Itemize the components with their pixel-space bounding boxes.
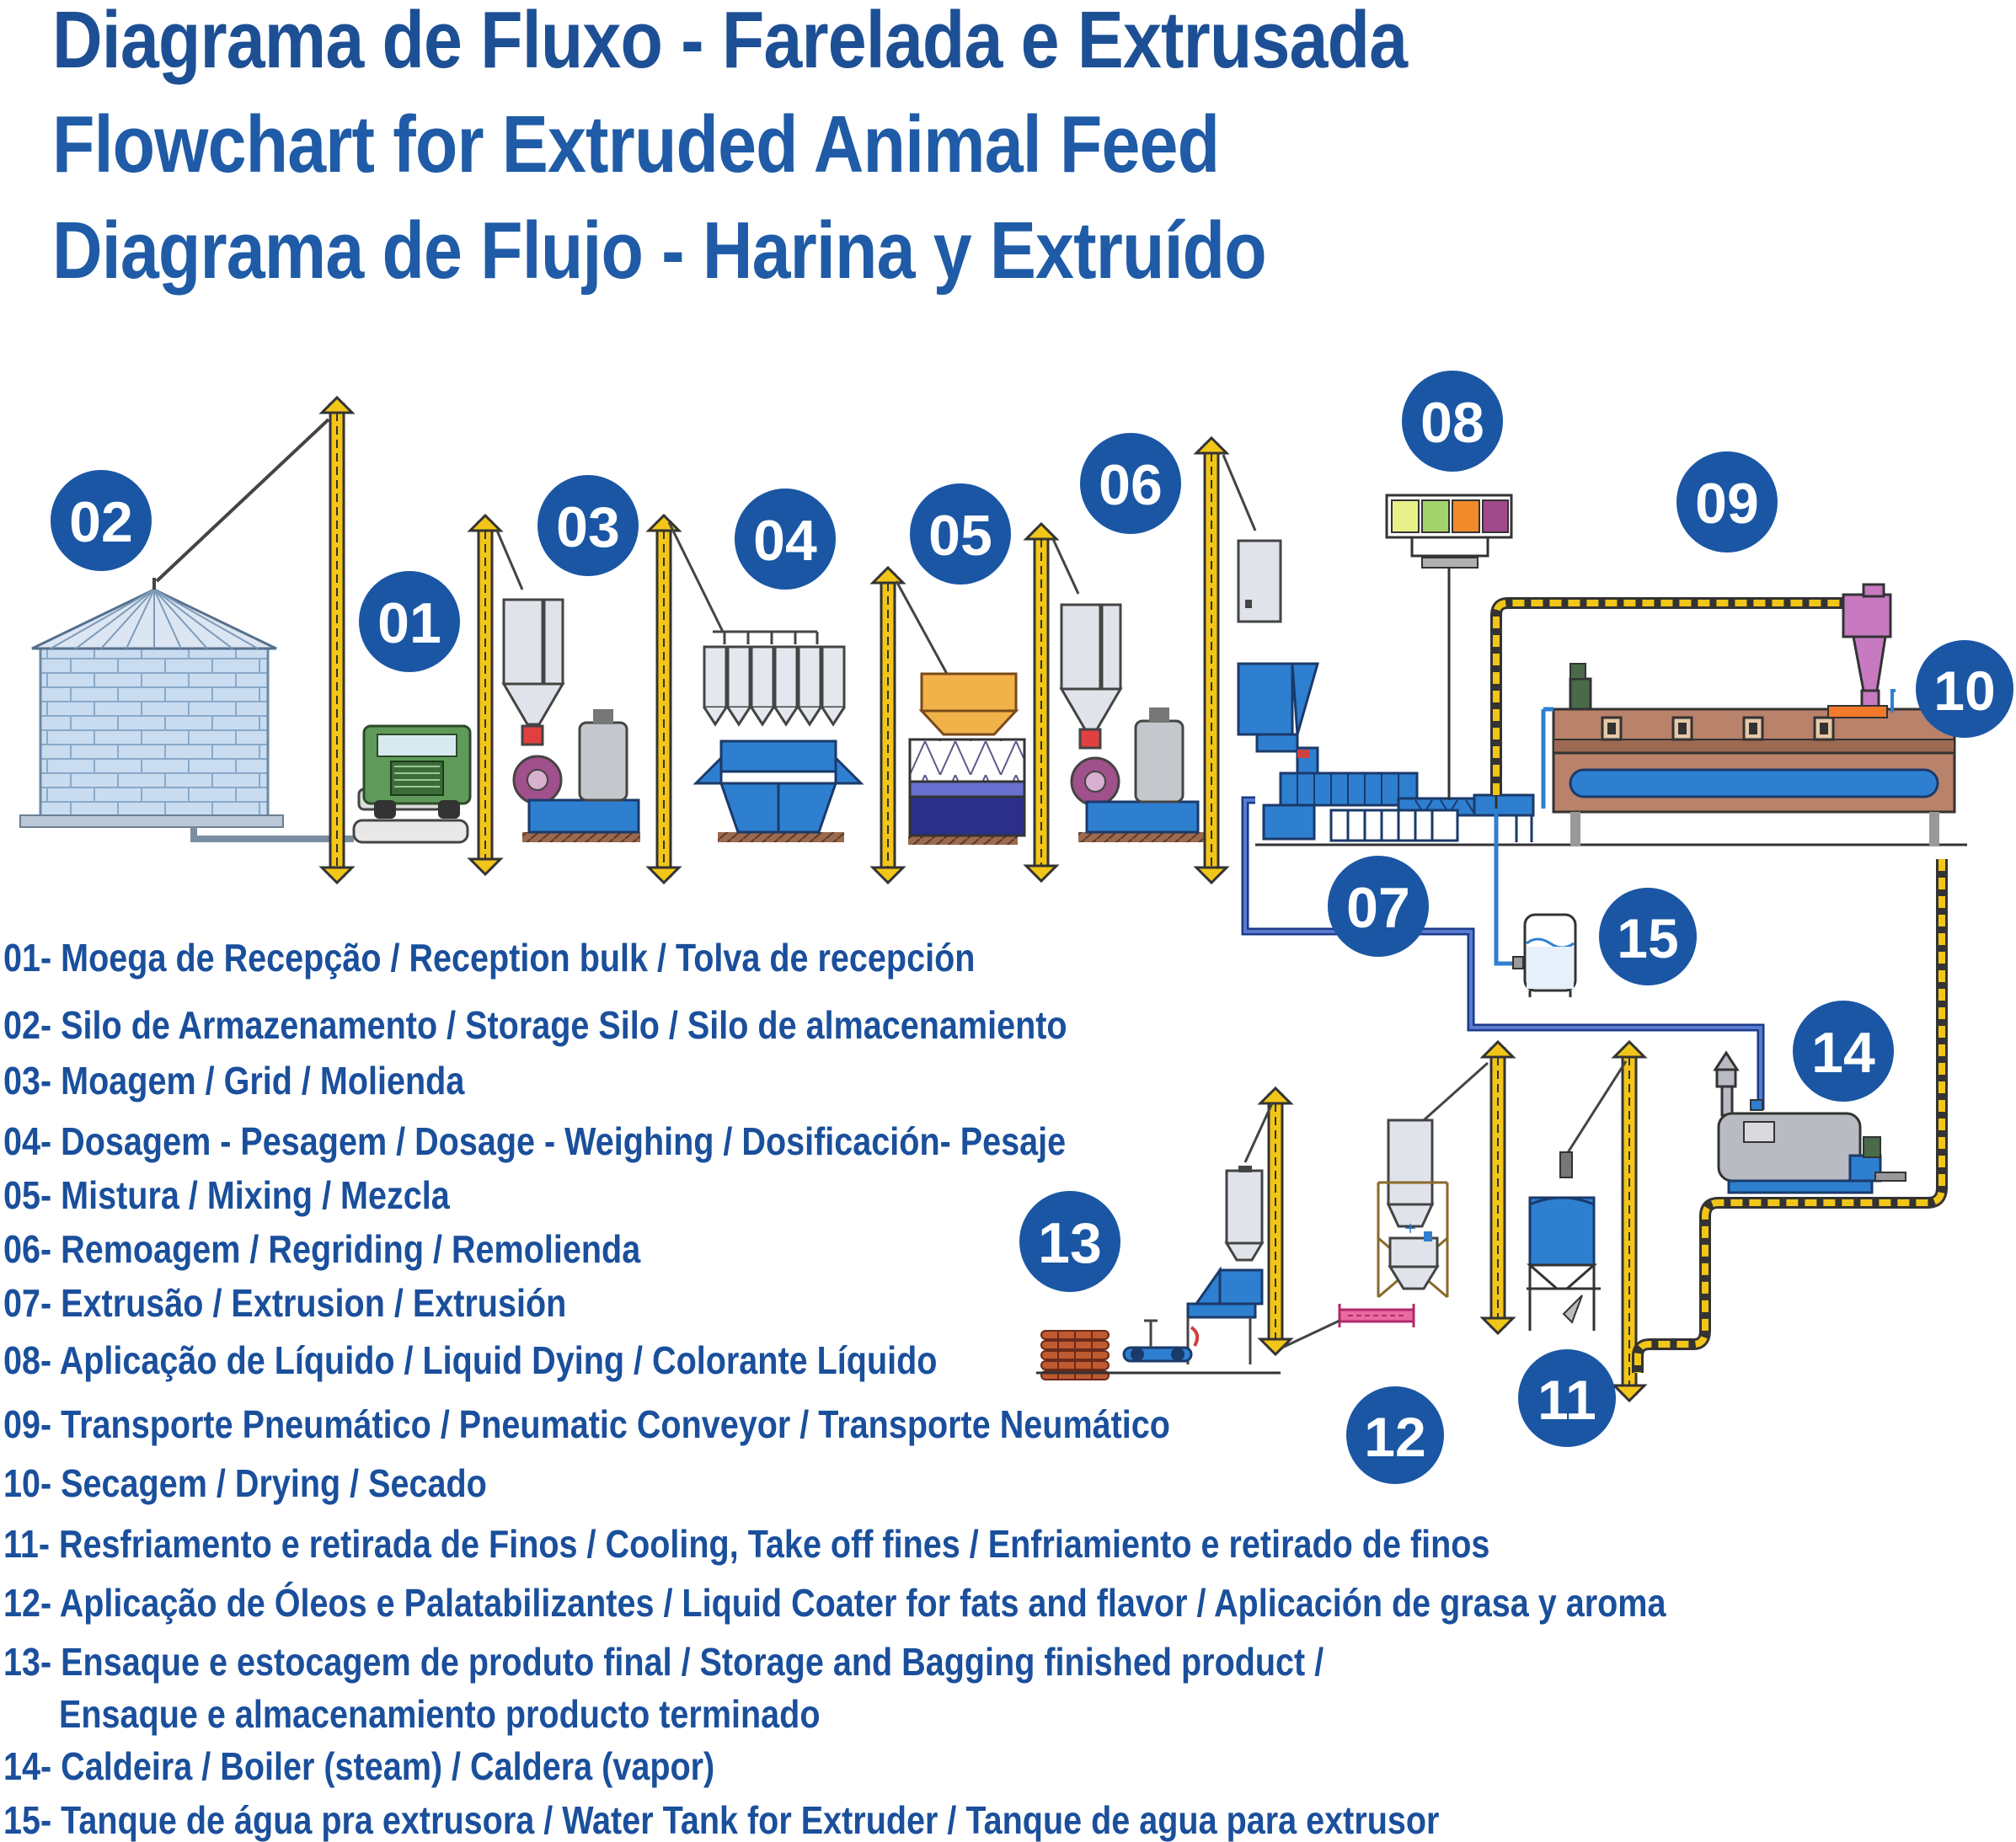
grinding-station — [497, 531, 639, 832]
badge-09 — [1676, 451, 1778, 553]
legend-item-09: 09- Transporte Pneumático / Pneumatic Conveyor / Transporte Neumático — [3, 1402, 1170, 1446]
dryer — [1543, 585, 1955, 846]
legend-item-15: 15- Tanque de água pra extrusora / Water Tank for Extruder / Tanque de agua para extrusor — [3, 1798, 1440, 1842]
badge-11 — [1518, 1349, 1616, 1447]
liquid-coater — [1282, 1063, 1488, 1348]
badge-02 — [51, 470, 152, 571]
legend-item-02: 02- Silo de Armazenamento / Storage Silo / Silo de almacenamiento — [3, 1003, 1067, 1047]
badge-05 — [910, 483, 1011, 585]
badge-08 — [1402, 371, 1503, 472]
svg-text:03: 03 — [556, 495, 620, 559]
title-english: Flowchart for Extruded Animal Feed — [52, 99, 1220, 190]
storage-silo — [20, 578, 354, 839]
badge-14 — [1793, 1001, 1894, 1102]
svg-text:10: 10 — [1933, 659, 1996, 722]
legend-item-13-continued: Ensaque e almacenamiento producto terminado — [59, 1692, 821, 1736]
svg-text:01: 01 — [377, 591, 441, 655]
silo-conveyor-line — [157, 419, 329, 581]
svg-text:+: + — [1404, 1220, 1417, 1237]
svg-text:15: 15 — [1617, 907, 1679, 969]
title-spanish: Diagrama de Flujo - Harina y Extruído — [52, 206, 1266, 296]
badge-07 — [1328, 856, 1429, 957]
badge-15 — [1599, 888, 1697, 985]
legend-item-08: 08- Aplicação de Líquido / Liquid Dying / Colorante Líquido — [3, 1338, 938, 1382]
svg-text:06: 06 — [1099, 453, 1163, 517]
legend-item-01: 01- Moega de Recepção / Reception bulk / Tolva de recepción — [3, 936, 976, 980]
badge-13 — [1019, 1191, 1120, 1292]
legend-item-10: 10- Secagem / Drying / Secado — [3, 1461, 487, 1505]
svg-text:05: 05 — [928, 504, 992, 568]
badge-04 — [735, 489, 836, 590]
svg-text:04: 04 — [753, 509, 817, 573]
regrinding-station — [1053, 539, 1198, 832]
svg-text:02: 02 — [69, 490, 133, 554]
legend-item-13: 13- Ensaque e estocagem de produto final / Storage and Bagging finished product / — [3, 1640, 1324, 1684]
svg-text:09: 09 — [1695, 472, 1759, 536]
svg-text:07: 07 — [1346, 876, 1410, 940]
legend-item-11: 11- Resfriamento e retirada de Finos / Cooling, Take off fines / Enfriamiento e retirado de finos — [3, 1522, 1490, 1566]
legend-item-06: 06- Remoagem / Regriding / Remolienda — [3, 1227, 641, 1271]
badge-01 — [359, 571, 460, 672]
svg-text:11: 11 — [1537, 1369, 1596, 1431]
svg-text:08: 08 — [1420, 391, 1484, 455]
badge-03 — [537, 475, 639, 576]
title-portuguese: Diagrama de Fluxo - Farelada e Extrusada — [52, 0, 1408, 85]
legend-item-03: 03- Moagem / Grid / Molienda — [3, 1059, 465, 1103]
mixing-station — [896, 581, 1024, 836]
legend-item-05: 05- Mistura / Mixing / Mezcla — [3, 1173, 450, 1217]
cooler — [1527, 1061, 1626, 1331]
legend-item-07: 07- Extrusão / Extrusion / Extrusión — [3, 1281, 567, 1325]
legend-item-04: 04- Dosagem - Pesagem / Dosage - Weighing / Dosificación- Pesaje — [3, 1119, 1067, 1163]
reception-truck — [354, 726, 470, 842]
legend-item-14: 14- Caldeira / Boiler (steam) / Caldera (vapor) — [3, 1744, 715, 1788]
badge-12 — [1346, 1386, 1444, 1484]
svg-text:13: 13 — [1038, 1211, 1102, 1275]
svg-text:12: 12 — [1364, 1406, 1426, 1468]
badge-10 — [1916, 640, 2013, 738]
legend-item-12: 12- Aplicação de Óleos e Palatabilizantes / Liquid Coater for fats and flavor / Aplicación de grasa y aroma — [3, 1581, 1666, 1625]
badge-06 — [1080, 433, 1181, 534]
water-tank — [1496, 809, 1575, 997]
svg-text:14: 14 — [1811, 1021, 1875, 1085]
